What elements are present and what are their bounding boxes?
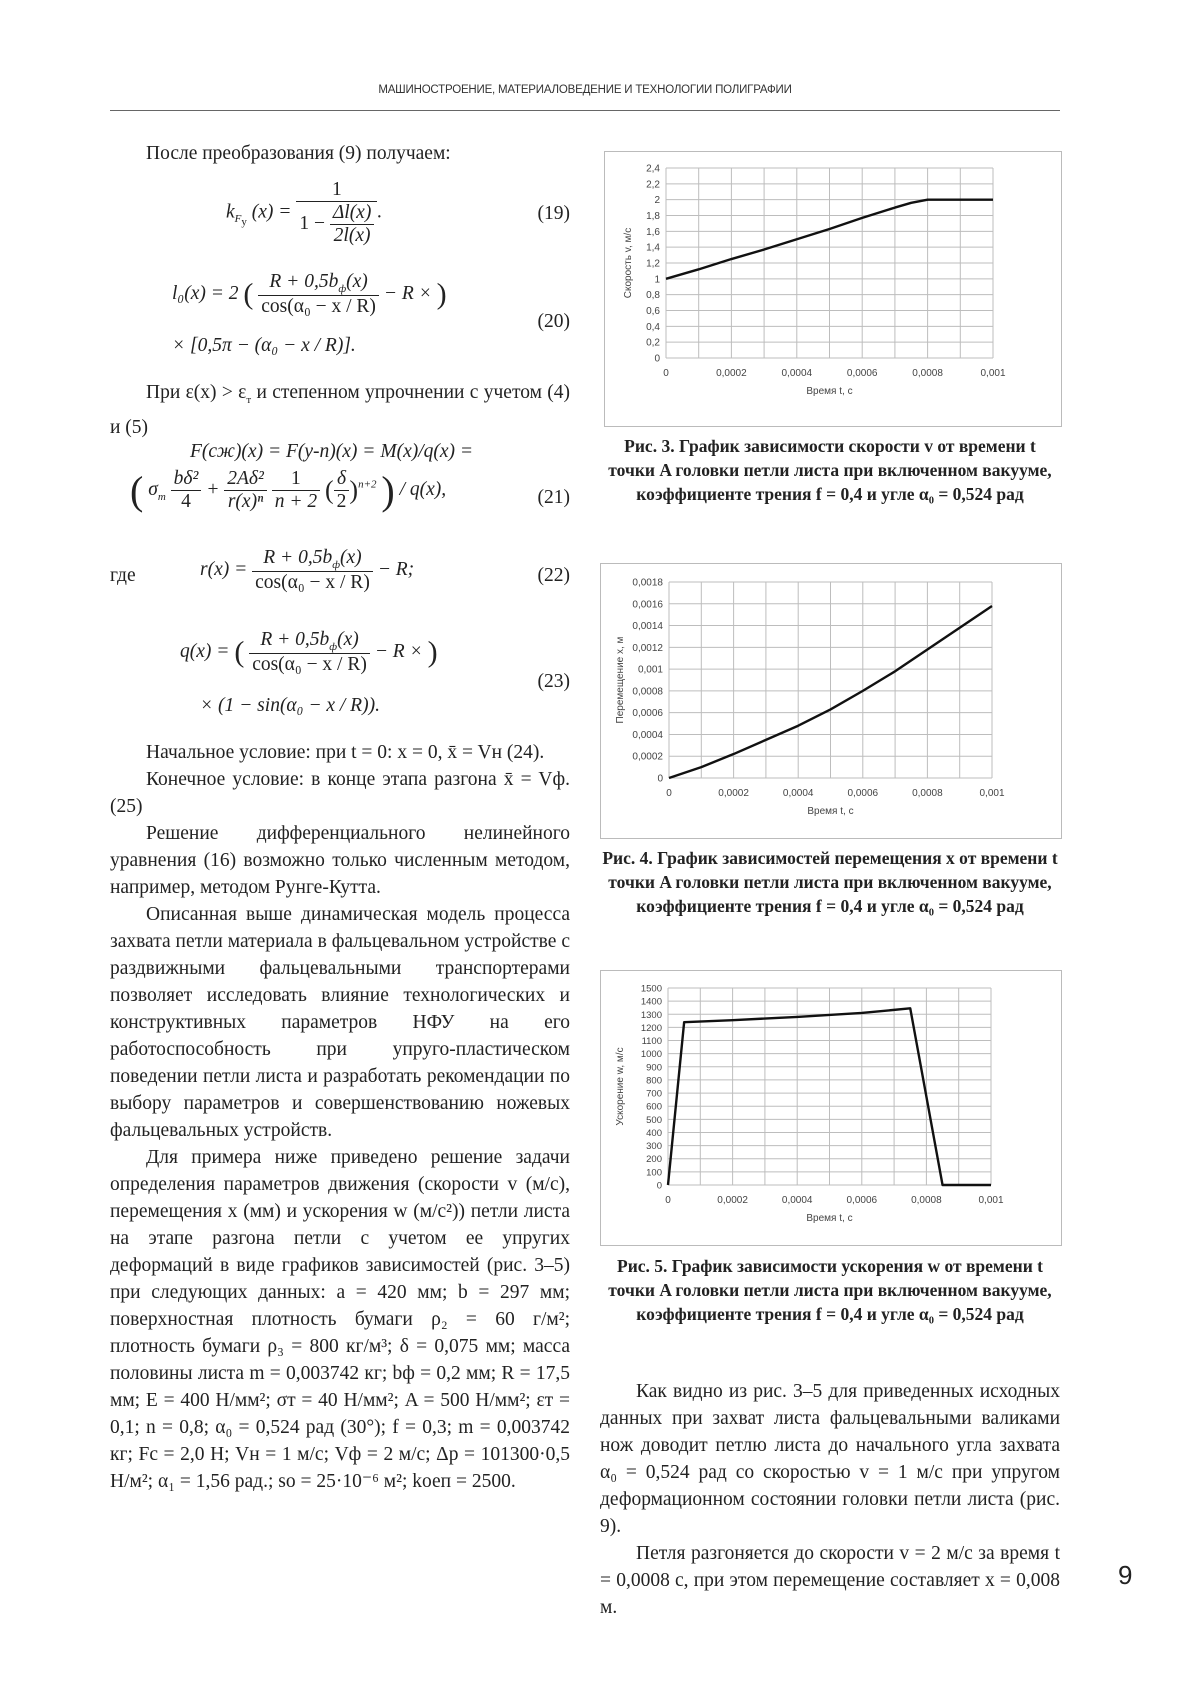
svg-text:500: 500 bbox=[646, 1114, 662, 1126]
model-paragraph: Описанная выше динамическая модель процесса захвата петли материала в фальцевальном устройстве с раздвижными фальцевальными транспортерами позволяет исследовать влияние технологических и конструктивных параметров НФУ на его работоспособность при упруго-пластическом поведении петли листа и разработать рекомендации по выбору параметров и совершенствованию ножевых фальцевальных устройств. bbox=[110, 903, 570, 1141]
svg-text:0: 0 bbox=[666, 788, 672, 799]
svg-text:2: 2 bbox=[654, 195, 660, 207]
svg-text:0,2: 0,2 bbox=[646, 337, 660, 349]
example-paragraph: Для примера ниже приведено решение задачи определения параметров движения (скорости v (м/с), перемещения x (мм) и ускорения w (м/с²)) петли листа на этапе разгона петли с учетом ее упругих деформаций в виде графиков зависимостей (рис. 3–5) при следующих данных: a = 420 мм; b = 297 мм; поверхностная плотность бумаги ρ₂ = 60 г/м²; плотность бумаги ρ₃ = 800 кг/м³; δ = 0,075 мм; масса половины листа m = 0,003742 кг; bф = 0,2 мм; R = 17,5 мм; E = 400 Н/мм²; σт = 40 Н/мм²; A = 500 Н/мм²; εт = 0,1; n = 0,8; α₀ = 0,524 рад (30°); f = 0,3; m = 0,003742 кг; Fс = 2,0 Н; Vн = 1 м/с; Vф = 2 м/с; Δp = 101300·0,5 Н/м²; α₁ = 1,56 рад.; sо = 25·10⁻⁶ м²; kоеп = 2500. bbox=[110, 1146, 570, 1492]
svg-text:Время t, с: Время t, с bbox=[806, 386, 853, 397]
svg-text:1,8: 1,8 bbox=[646, 211, 660, 222]
svg-text:200: 200 bbox=[646, 1154, 662, 1166]
svg-text:0,0002: 0,0002 bbox=[718, 788, 749, 799]
figure-3-chart bbox=[604, 151, 1062, 427]
svg-text:0,001: 0,001 bbox=[979, 788, 1005, 799]
displacement-chart-svg bbox=[601, 564, 1061, 838]
svg-text:1400: 1400 bbox=[640, 996, 662, 1008]
figure-4-chart bbox=[600, 563, 1062, 839]
svg-text:0,001: 0,001 bbox=[637, 664, 663, 676]
svg-text:0,0006: 0,0006 bbox=[847, 788, 879, 799]
svg-text:1: 1 bbox=[654, 274, 660, 286]
svg-text:1,2: 1,2 bbox=[646, 258, 660, 270]
svg-text:0,4: 0,4 bbox=[646, 321, 660, 333]
figure-4-caption: Рис. 4. График зависимостей перемещения x от времени t точки A головки петли листа при включенном вакууме, коэффициенте трения f = 0,4 и угле α₀ = 0,524 рад bbox=[602, 848, 1058, 916]
svg-text:1100: 1100 bbox=[641, 1036, 662, 1048]
svg-text:0,0002: 0,0002 bbox=[632, 751, 663, 763]
svg-text:600: 600 bbox=[646, 1101, 662, 1113]
svg-text:1,6: 1,6 bbox=[646, 226, 660, 238]
svg-text:Время t, с: Время t, с bbox=[806, 1213, 853, 1224]
svg-text:Время t, с: Время t, с bbox=[807, 806, 854, 817]
svg-text:0,0008: 0,0008 bbox=[911, 1195, 942, 1206]
svg-text:1,4: 1,4 bbox=[646, 242, 660, 254]
svg-text:1000: 1000 bbox=[640, 1049, 662, 1061]
intro-text: После преобразования (9) получаем: bbox=[146, 143, 451, 164]
svg-text:0,0008: 0,0008 bbox=[912, 368, 943, 379]
svg-text:0,0012: 0,0012 bbox=[632, 642, 663, 654]
svg-text:900: 900 bbox=[646, 1062, 662, 1074]
svg-text:800: 800 bbox=[646, 1075, 662, 1087]
initial-condition: Начальное условие: при t = 0: x = 0, x̄ = Vн (24). bbox=[146, 741, 545, 763]
strain-hardening-text: При $\varepsilon(x) > \varepsilon_т$ и степенном упрочнении с учетом (4) и (5) bbox=[110, 382, 570, 438]
svg-text:1500: 1500 bbox=[640, 983, 662, 995]
svg-text:0,8: 0,8 bbox=[646, 290, 660, 302]
conclusion-paragraph-1: Как видно из рис. 3–5 для приведенных исходных данных при захват листа фальцевальными валиками нож доводит петлю листа до начального угла захвата α₀ = 0,524 рад со скоростью v = 1 м/с при упругом деформационном состоянии головки петли листа (рис. 9). bbox=[600, 1381, 1060, 1537]
svg-text:0,0004: 0,0004 bbox=[781, 1195, 813, 1206]
svg-text:0,0014: 0,0014 bbox=[632, 621, 663, 633]
svg-text:0,0008: 0,0008 bbox=[632, 686, 663, 698]
svg-text:Перемещение x, м: Перемещение x, м bbox=[615, 636, 626, 724]
svg-text:Скорость v, м/с: Скорость v, м/с bbox=[623, 227, 634, 299]
svg-text:0,001: 0,001 bbox=[980, 368, 1006, 379]
solution-paragraph: Решение дифференциального нелинейного уравнения (16) возможно только численным методом, например, методом Рунге-Кутта. bbox=[110, 822, 570, 898]
acceleration-chart-svg bbox=[601, 971, 1061, 1245]
svg-text:700: 700 bbox=[646, 1088, 662, 1100]
svg-text:0,0006: 0,0006 bbox=[632, 708, 663, 720]
equation-21: ( $\sigma_т$ $\frac{\text{bδ²}}{4}$ + $\frac{\text{2Aδ²}}{\text{r(x)ⁿ}}$ $\frac{1}{n + 2}$ ( $\frac{\delta}{2}$ )$^{n+2}$ ) / q(x), (21) bbox=[130, 467, 570, 513]
page-number: 9 bbox=[1118, 1560, 1133, 1590]
svg-text:0,0006: 0,0006 bbox=[846, 1195, 878, 1206]
svg-text:0,0016: 0,0016 bbox=[632, 599, 663, 611]
svg-text:0: 0 bbox=[663, 368, 669, 379]
running-header: МАШИНОСТРОЕНИЕ, МАТЕРИАЛОВЕДЕНИЕ И ТЕХНОЛОГИИ ПОЛИГРАФИИ bbox=[378, 84, 792, 96]
header-divider bbox=[110, 110, 1060, 111]
equation-number: (19) bbox=[537, 203, 570, 224]
svg-text:2,2: 2,2 bbox=[646, 179, 660, 191]
svg-text:100: 100 bbox=[646, 1167, 662, 1179]
equation-19: $k_{F_у}$ (x) = 1 1 − $\frac{\Delta l(x)}{2l(x)}$ . (19) bbox=[226, 179, 570, 246]
svg-text:1200: 1200 bbox=[640, 1022, 662, 1034]
svg-text:0,0004: 0,0004 bbox=[632, 729, 663, 741]
svg-text:0,0004: 0,0004 bbox=[782, 788, 814, 799]
figure-5-caption: Рис. 5. График зависимости ускорения w от времени t точки A головки петли листа при включенном вакууме, коэффициенте трения f = 0,4 и угле α₀ = 0,524 рад bbox=[608, 1256, 1052, 1324]
svg-text:2,4: 2,4 bbox=[646, 163, 660, 175]
svg-text:0,001: 0,001 bbox=[978, 1195, 1004, 1206]
svg-text:0: 0 bbox=[657, 773, 663, 785]
svg-text:0,0004: 0,0004 bbox=[781, 368, 813, 379]
equation-20: l₀(x) = 2 ( $\frac{R + 0,5b_ф(x)}{\text{cos(α₀ − x / R)}}$ − R × ) × [0,5π − (α₀ − x / R)]. (20) bbox=[172, 271, 570, 356]
svg-text:0: 0 bbox=[654, 353, 660, 365]
svg-text:300: 300 bbox=[646, 1141, 662, 1153]
svg-text:0,6: 0,6 bbox=[646, 306, 660, 317]
svg-text:0,0006: 0,0006 bbox=[846, 368, 878, 379]
svg-text:400: 400 bbox=[646, 1127, 662, 1139]
figure-3-caption: Рис. 3. График зависимости скорости v от времени t точки A головки петли листа при включенном вакууме, коэффициенте трения f = 0,4 и угле α₀ = 0,524 рад bbox=[608, 436, 1052, 504]
equation-22: где r(x) = $\frac{R + 0,5b_ф(x)}{\text{cos(α₀ − x / R)}}$ − R; (22) bbox=[110, 546, 570, 593]
equation-23: q(x) = ( $\frac{R + 0,5b_ф(x)}{\text{cos(α₀ − x / R)}}$ − R × ) × (1 − sin(α₀ − x / R)). (23) bbox=[180, 628, 570, 716]
svg-text:0,0008: 0,0008 bbox=[912, 788, 943, 799]
figure-5-chart bbox=[600, 970, 1062, 1246]
svg-text:0: 0 bbox=[665, 1195, 671, 1206]
right-column-text bbox=[600, 1378, 1060, 1621]
svg-text:0,0002: 0,0002 bbox=[717, 1195, 748, 1206]
svg-text:0,0002: 0,0002 bbox=[716, 368, 747, 379]
svg-text:0,0018: 0,0018 bbox=[632, 577, 663, 589]
velocity-chart-svg bbox=[605, 152, 1061, 426]
left-column bbox=[110, 140, 570, 1495]
conclusion-paragraph-2: Петля разгоняется до скорости v = 2 м/с за время t = 0,0008 с, при этом перемещение составляет x = 0,008 м. bbox=[600, 1543, 1060, 1618]
svg-text:1300: 1300 bbox=[640, 1009, 662, 1021]
final-condition: Конечное условие: в конце этапа разгона x̄ = Vф. (25) bbox=[110, 768, 570, 817]
svg-text:Ускорение w, м/с: Ускорение w, м/с bbox=[615, 1047, 626, 1126]
equation-21-line1: F(сж)(x) = F(у-п)(x) = M(x)/q(x) = bbox=[190, 440, 474, 462]
svg-text:0: 0 bbox=[656, 1180, 662, 1192]
